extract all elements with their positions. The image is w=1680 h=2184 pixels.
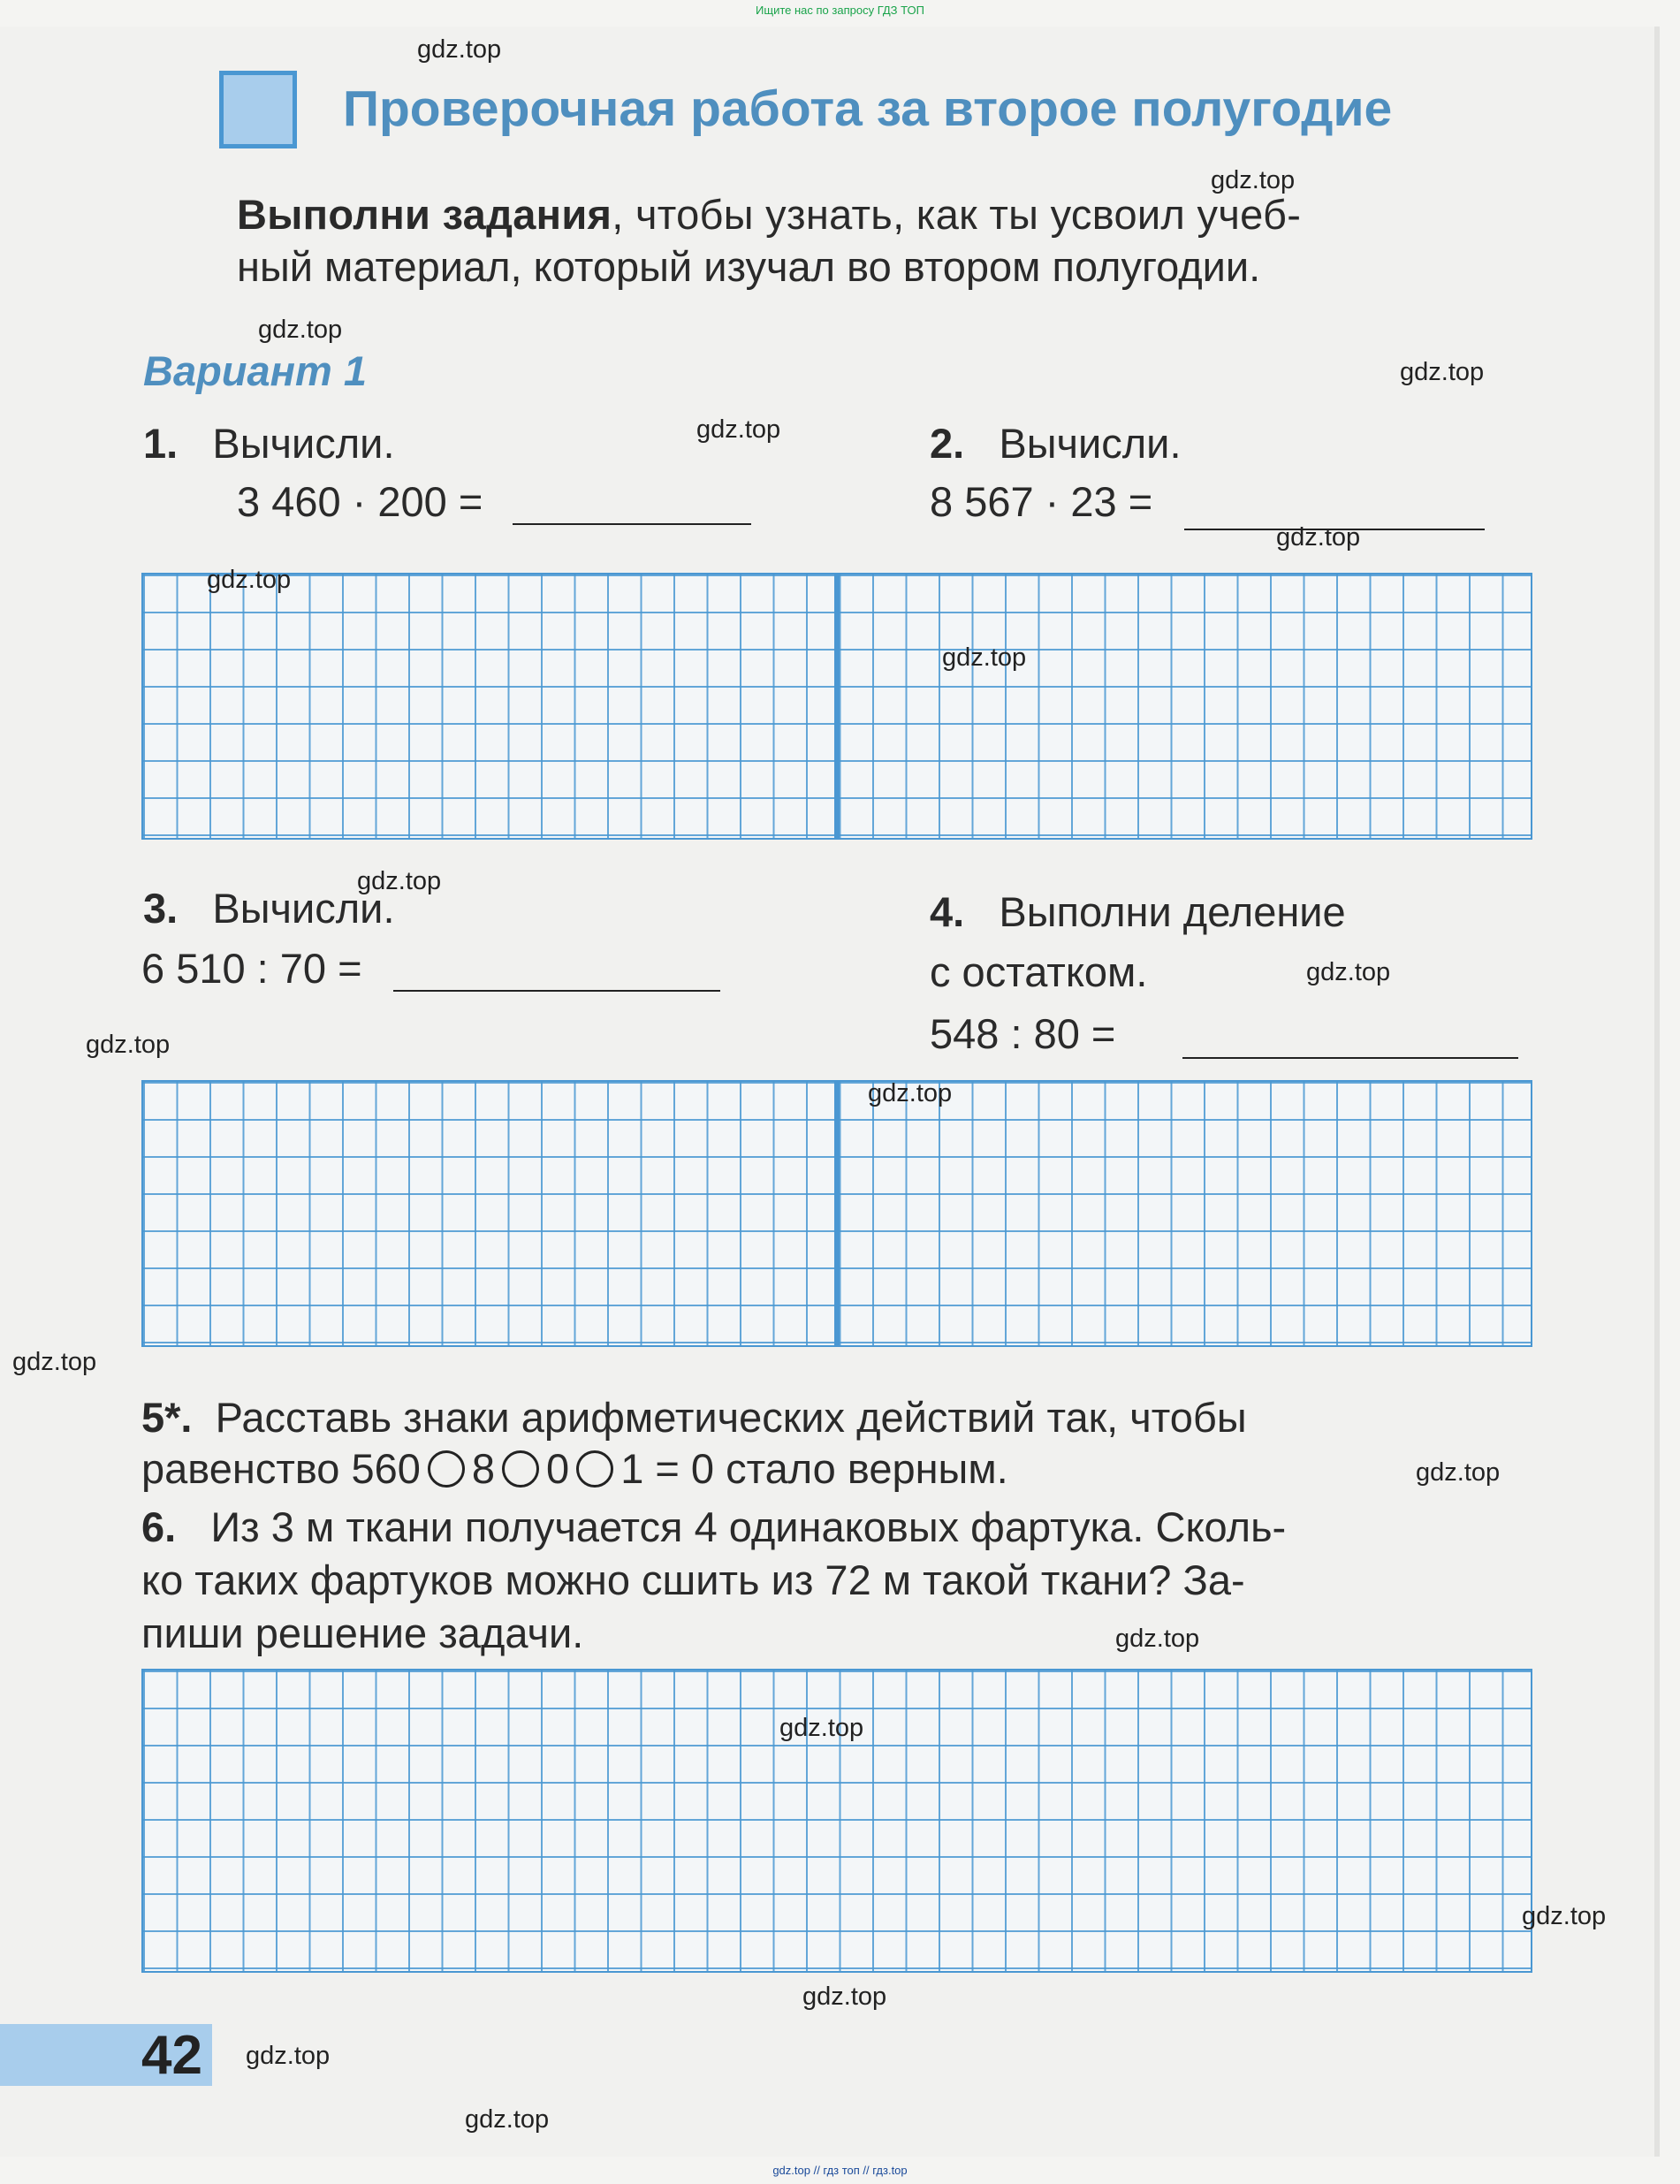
watermark: gdz.top bbox=[1400, 358, 1485, 386]
task-2-number: 2. bbox=[930, 420, 965, 467]
task-3-label: Вычисли. bbox=[212, 885, 395, 932]
watermark: gdz.top bbox=[1416, 1458, 1501, 1487]
intro-bold: Выполни задания bbox=[237, 191, 612, 238]
task-3-answer-line[interactable] bbox=[393, 990, 720, 992]
task-4-heading bbox=[930, 887, 1346, 936]
watermark: gdz.top bbox=[357, 867, 442, 895]
watermark: gdz.top bbox=[12, 1348, 97, 1376]
task-1-label: Вычисли. bbox=[212, 420, 395, 467]
watermark: gdz.top bbox=[1522, 1902, 1607, 1930]
page-number: 42 bbox=[141, 2025, 202, 2086]
intro-line-2: ный материал, который изучал во втором полугодии. bbox=[237, 243, 1261, 290]
title-square-icon bbox=[219, 71, 297, 148]
task-6-line-1 bbox=[141, 1503, 1286, 1551]
grid-divider-1 bbox=[834, 573, 840, 840]
watermark: gdz.top bbox=[1211, 166, 1296, 194]
task-1-expression: 3 460 · 200 = bbox=[237, 478, 483, 525]
watermark: gdz.top bbox=[246, 2042, 331, 2070]
watermark: gdz.top bbox=[1115, 1625, 1200, 1653]
task-6-line-3: пиши решение задачи. bbox=[141, 1609, 584, 1656]
watermark: gdz.top bbox=[417, 35, 502, 64]
watermark: gdz.top bbox=[1276, 523, 1361, 552]
top-note: Ищите нас по запросу ГДЗ ТОП bbox=[756, 4, 924, 17]
task-4-label-line-1: Выполни деление bbox=[999, 888, 1346, 935]
task-5-line-1 bbox=[141, 1393, 1533, 1442]
task-1-number: 1. bbox=[143, 420, 179, 467]
task-5-text-d: 1 = 0 стало верным. bbox=[620, 1445, 1008, 1492]
task-6-text-1: Из 3 м ткани получается 4 одинаковых фартука. Сколь- bbox=[210, 1503, 1287, 1550]
variant-heading: Вариант 1 bbox=[143, 347, 368, 394]
intro-rest: , чтобы узнать, как ты усвоил учеб- bbox=[612, 191, 1302, 238]
task-1-heading bbox=[143, 419, 395, 468]
watermark: gdz.top bbox=[86, 1031, 171, 1059]
watermark: gdz.top bbox=[942, 643, 1027, 672]
watermark: gdz.top bbox=[258, 316, 343, 344]
task-4-answer-line[interactable] bbox=[1182, 1057, 1518, 1059]
task-5-line-2 bbox=[141, 1444, 1008, 1493]
task-5-text-b: 8 bbox=[471, 1445, 496, 1492]
task-6-number: 6. bbox=[141, 1503, 177, 1550]
page-title: Проверочная работа за второе полугодие bbox=[343, 80, 1393, 137]
watermark: gdz.top bbox=[868, 1079, 953, 1107]
task-3-number: 3. bbox=[143, 885, 179, 932]
operator-circle-3[interactable] bbox=[576, 1450, 613, 1488]
task-5-number: 5*. bbox=[141, 1394, 193, 1441]
bottom-note: gdz.top // гдз топ // гдз.top bbox=[772, 2164, 908, 2177]
task-5-text-c: 0 bbox=[546, 1445, 570, 1492]
task-6-line-2: ко таких фартуков можно сшить из 72 м такой ткани? За- bbox=[141, 1556, 1245, 1603]
task-4-expression: 548 : 80 = bbox=[930, 1010, 1116, 1057]
task-5-text-1: Расставь знаки арифметических действий так, чтобы bbox=[215, 1394, 1247, 1441]
operator-circle-1[interactable] bbox=[428, 1450, 465, 1488]
grid-divider-2 bbox=[834, 1080, 840, 1347]
watermark: gdz.top bbox=[465, 2105, 550, 2134]
task-1-answer-line[interactable] bbox=[513, 523, 751, 525]
task-4-number: 4. bbox=[930, 888, 965, 935]
watermark: gdz.top bbox=[696, 415, 781, 444]
task-4-label-line-2: с остатком. bbox=[930, 948, 1148, 995]
watermark: gdz.top bbox=[779, 1714, 864, 1742]
task-2-label: Вычисли. bbox=[999, 420, 1182, 467]
watermark: gdz.top bbox=[207, 566, 292, 594]
watermark: gdz.top bbox=[1306, 958, 1391, 986]
task-2-expression: 8 567 · 23 = bbox=[930, 478, 1153, 525]
task-3-expression: 6 510 : 70 = bbox=[141, 945, 362, 992]
intro-line-1 bbox=[237, 190, 1301, 239]
task-2-heading bbox=[930, 419, 1182, 468]
task-5-text-a: равенство 560 bbox=[141, 1445, 421, 1492]
operator-circle-2[interactable] bbox=[502, 1450, 539, 1488]
watermark: gdz.top bbox=[802, 1982, 887, 2011]
